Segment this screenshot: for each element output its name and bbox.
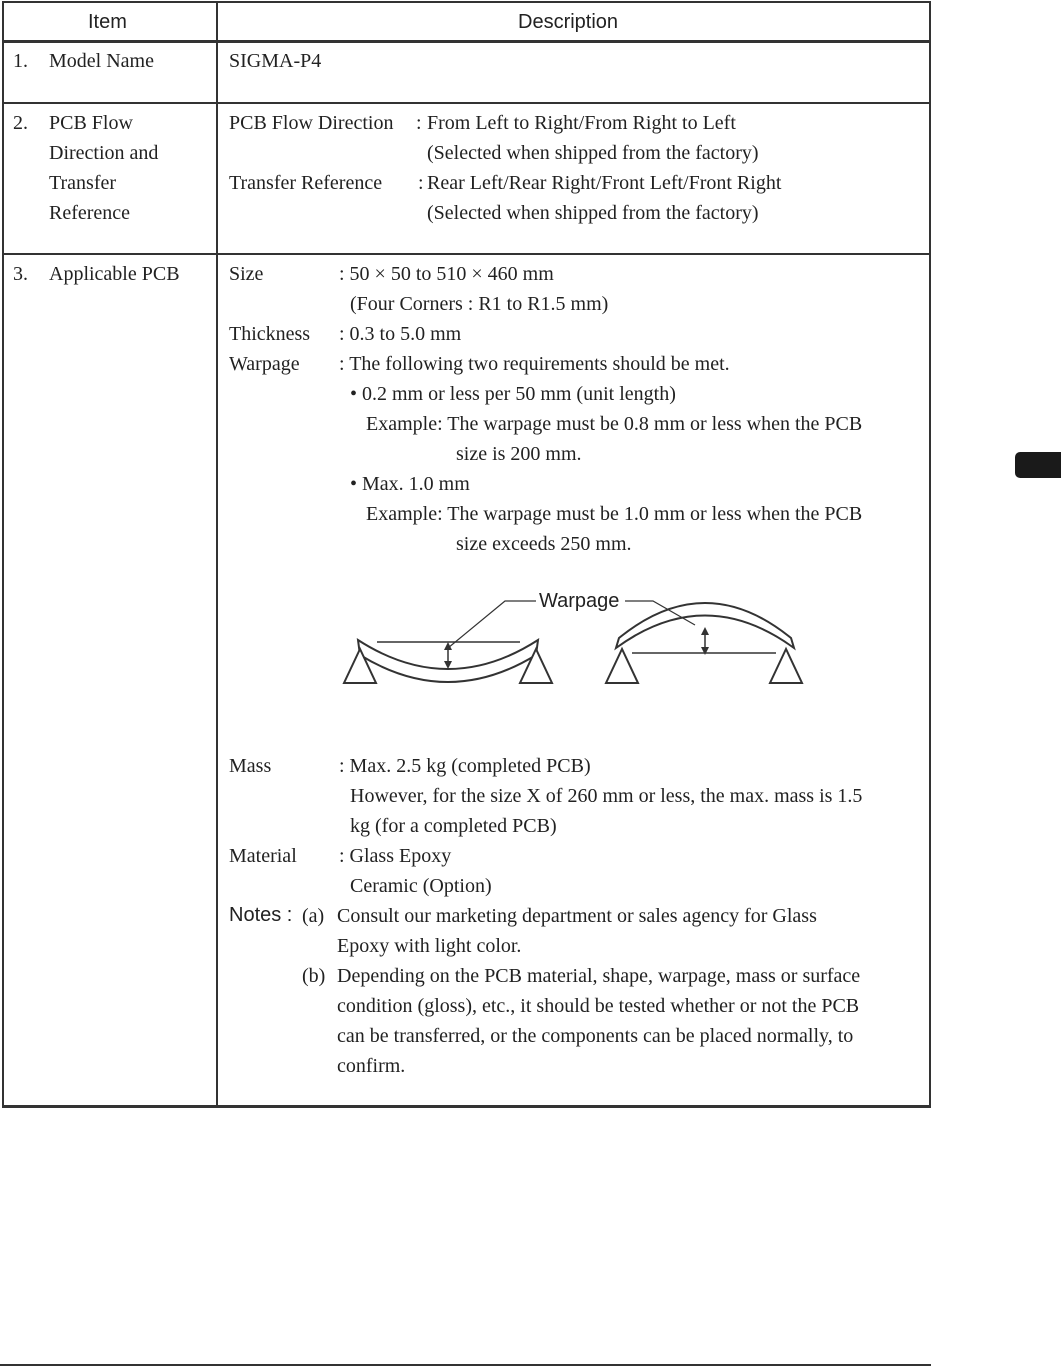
transfer-reference-label: Transfer Reference [229, 172, 383, 194]
note-a-marker: (a) [302, 905, 325, 927]
flow-direction-label: PCB Flow Direction [229, 112, 394, 134]
mass-note-a: However, for the size X of 260 mm or less, the max. mass is 1.5 [350, 785, 863, 807]
arrowhead [701, 627, 709, 635]
arrowhead [701, 647, 709, 655]
note-a-line: Epoxy with light color. [337, 935, 522, 957]
warpage-figure-label: Warpage [539, 590, 620, 612]
row3-item: Applicable PCB [49, 263, 180, 285]
material-label: Material [229, 845, 297, 867]
row2-item-line: Reference [49, 202, 131, 224]
flow-direction-colon: : [416, 112, 422, 134]
flow-direction-note: (Selected when shipped from the factory) [427, 142, 759, 164]
header-item: Item [88, 11, 127, 33]
leader-line [448, 601, 536, 648]
row1-number: 1. [13, 50, 28, 72]
note-b-line: Depending on the PCB material, shape, warpage, mass or surface [337, 965, 861, 987]
warpage-bullet-2: • Max. 1.0 mm [350, 473, 470, 495]
row1-item: Model Name [49, 50, 154, 72]
note-a-line: Consult our marketing department or sales agency for Glass [337, 905, 817, 927]
footer-rule [0, 1364, 931, 1366]
column-divider [216, 1, 218, 1108]
warpage-example-2a: Example: The warpage must be 1.0 mm or less when the PCB [366, 503, 863, 525]
size-label: Size [229, 263, 264, 285]
row1-description: SIGMA-P4 [229, 50, 322, 72]
row2-number: 2. [13, 112, 28, 134]
support-right-2 [770, 649, 802, 683]
table-bottom-border [2, 1105, 931, 1108]
support-right-1 [606, 649, 638, 683]
notes-label: Notes : [229, 904, 293, 926]
table-right-border [929, 1, 931, 1108]
note-b-line: condition (gloss), etc., it should be tested whether or not the PCB [337, 995, 860, 1017]
chapter-tab-marker [1015, 452, 1061, 478]
row2-item-line: Transfer [49, 172, 117, 194]
material-option: Ceramic (Option) [350, 875, 492, 897]
warpage-label: Warpage [229, 353, 300, 375]
warpage-value: : The following two requirements should be met. [339, 353, 730, 375]
size-value: : 50 × 50 to 510 × 460 mm [339, 263, 554, 285]
transfer-reference-value: Rear Left/Rear Right/Front Left/Front Right [427, 172, 782, 194]
warpage-example-1a: Example: The warpage must be 0.8 mm or less when the PCB [366, 413, 863, 435]
flow-direction-value: From Left to Right/From Right to Left [427, 112, 736, 134]
note-b-marker: (b) [302, 965, 326, 987]
header-bottom-border [2, 40, 931, 43]
size-note: (Four Corners : R1 to R1.5 mm) [350, 293, 609, 315]
warpage-example-1b: size is 200 mm. [456, 443, 582, 465]
row2-item-line: Direction and [49, 142, 159, 164]
transfer-reference-note: (Selected when shipped from the factory) [427, 202, 759, 224]
note-b-line: confirm. [337, 1055, 406, 1077]
warpage-bullet-1: • 0.2 mm or less per 50 mm (unit length) [350, 383, 676, 405]
mass-label: Mass [229, 755, 272, 777]
thickness-label: Thickness [229, 323, 311, 345]
row3-number: 3. [13, 263, 28, 285]
arrowhead [444, 661, 452, 669]
row1-bottom-border [2, 102, 931, 104]
thickness-value: : 0.3 to 5.0 mm [339, 323, 462, 345]
table-left-border [2, 1, 4, 1108]
mass-value: : Max. 2.5 kg (completed PCB) [339, 755, 591, 777]
material-value: : Glass Epoxy [339, 845, 452, 867]
mass-note-b: kg (for a completed PCB) [350, 815, 557, 837]
note-b-line: can be transferred, or the components can be placed normally, to [337, 1025, 854, 1047]
header-description: Description [518, 11, 619, 33]
row2-bottom-border [2, 253, 931, 255]
table-top-border [2, 1, 931, 3]
row2-item-line: PCB Flow [49, 112, 133, 134]
transfer-reference-colon: : [418, 172, 424, 194]
warpage-example-2b: size exceeds 250 mm. [456, 533, 632, 555]
